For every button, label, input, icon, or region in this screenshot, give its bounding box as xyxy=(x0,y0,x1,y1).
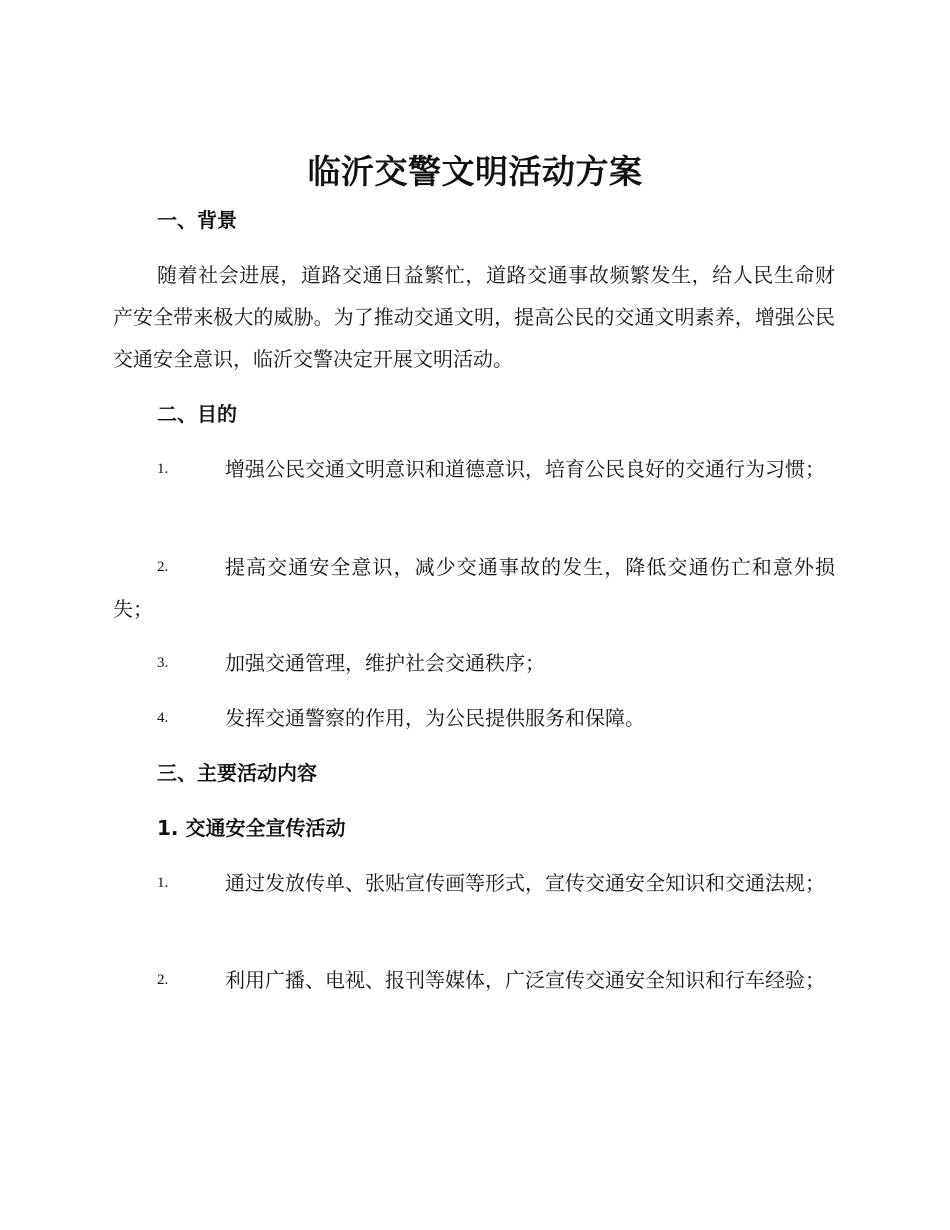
list-item-text: 提高交通安全意识，减少交通事故的发生，降低交通伤亡和意外损失； xyxy=(113,555,835,621)
purpose-list-item xyxy=(113,448,835,490)
subsection-heading: 1. 交通安全宣传活动 xyxy=(157,816,346,840)
document-title: 临沂交警文明活动方案 xyxy=(307,152,643,191)
activity-list-item xyxy=(113,959,835,1001)
list-item-text: 利用广播、电视、报刊等媒体，广泛宣传交通安全知识和行车经验； xyxy=(225,968,825,992)
list-item-text: 增强公民交通文明意识和道德意识，培育公民良好的交通行为习惯； xyxy=(225,457,825,481)
background-paragraph: 随着社会进展，道路交通日益繁忙，道路交通事故频繁发生，给人民生命财产安全带来极大的威胁。为了推动交通文明，提高公民的交通文明素养，增强公民交通安全意识，临沂交警决定开展文明活动。 xyxy=(113,263,835,371)
list-item-text: 通过发放传单、张贴宣传画等形式，宣传交通安全知识和交通法规； xyxy=(225,871,825,895)
list-item-number: 3. xyxy=(157,655,169,671)
list-item-text: 发挥交通警察的作用，为公民提供服务和保障。 xyxy=(225,706,645,730)
purpose-list-item xyxy=(113,642,835,684)
section-heading-purpose: 二、目的 xyxy=(157,402,237,426)
list-item-number: 4. xyxy=(157,710,169,726)
section-heading-activities: 三、主要活动内容 xyxy=(157,761,317,785)
purpose-list-item xyxy=(113,697,835,739)
list-item-number: 1. xyxy=(157,461,169,477)
list-item-text: 加强交通管理，维护社会交通秩序； xyxy=(225,651,545,675)
activity-list-item xyxy=(113,862,835,904)
purpose-list-item xyxy=(113,546,835,630)
list-item-number: 1. xyxy=(157,875,169,891)
list-item-number: 2. xyxy=(157,559,169,575)
list-item-number: 2. xyxy=(157,972,169,988)
section-heading-background: 一、背景 xyxy=(157,208,237,232)
